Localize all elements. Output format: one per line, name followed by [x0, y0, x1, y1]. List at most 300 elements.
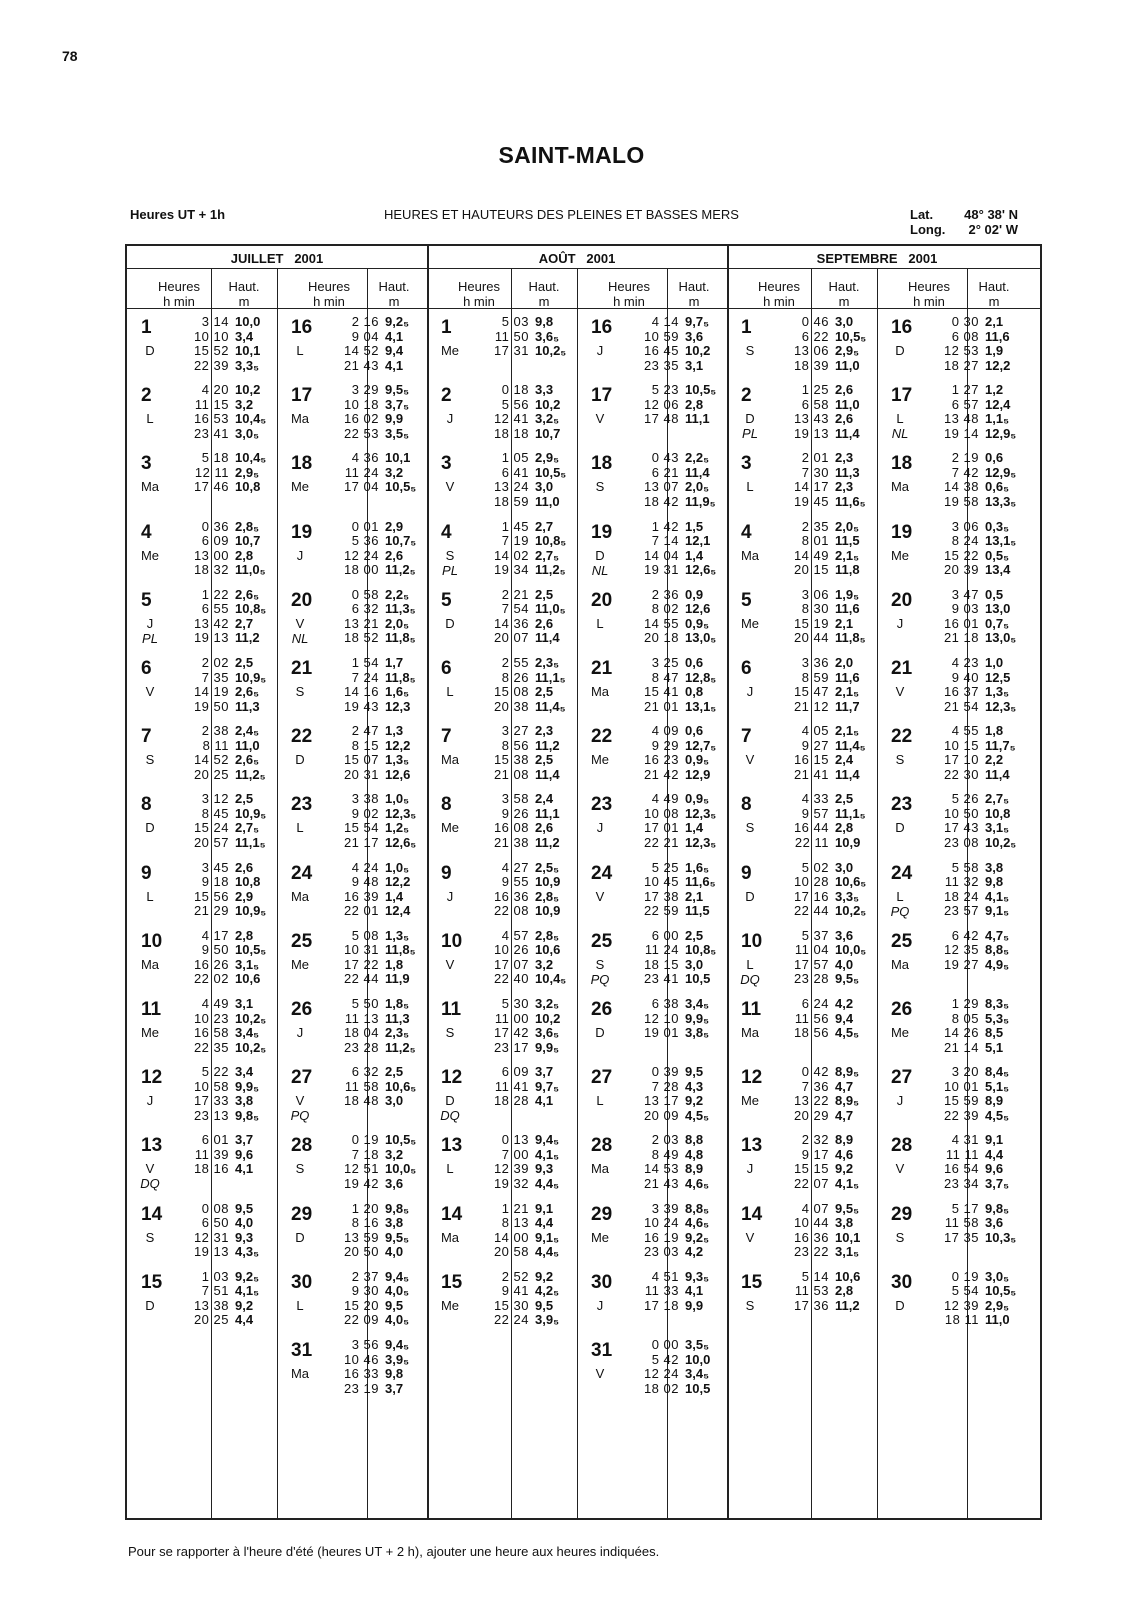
tide-time: 13 42 — [193, 615, 229, 631]
day-entry — [577, 315, 727, 385]
tide-time: 4 49 — [651, 791, 679, 807]
tide-height: 1,9₅ — [835, 586, 860, 602]
tide-time: 1 27 — [951, 382, 979, 398]
tide-height: 11,5 — [685, 903, 710, 919]
tide-time: 0 13 — [501, 1132, 529, 1148]
tide-time: 10 24 — [643, 1215, 679, 1231]
tide-time: 9 03 — [951, 601, 979, 617]
tide-times — [917, 383, 979, 441]
day-number: 12 — [441, 1067, 463, 1089]
tide-height: 11,4₅ — [535, 698, 566, 714]
day-entry — [427, 588, 577, 658]
day-number: 23 — [891, 794, 913, 816]
day-entry — [577, 1270, 727, 1340]
day-number: 24 — [891, 862, 913, 884]
day-number: 18 — [291, 453, 313, 475]
tide-heights — [535, 656, 575, 714]
tide-times — [767, 383, 829, 441]
tide-height: 2,5 — [535, 586, 554, 602]
day-number: 17 — [291, 385, 313, 407]
tide-times — [167, 656, 229, 714]
day-number: 11 — [141, 999, 162, 1020]
tide-time: 3 45 — [201, 859, 229, 875]
day-number: 21 — [291, 658, 313, 679]
tide-height: 11,1 — [535, 805, 560, 821]
tide-height: 9,8 — [985, 874, 1004, 890]
day-number: 17 — [591, 385, 613, 407]
tide-height: 8,8₅ — [985, 942, 1010, 958]
tide-heights — [835, 315, 875, 373]
tide-time — [917, 1245, 979, 1260]
tide-time: 5 54 — [951, 1283, 979, 1299]
day-number: 5 — [741, 589, 752, 611]
day-number: 16 — [891, 317, 913, 338]
weekday: Ma — [140, 956, 160, 972]
tide-heights — [985, 1065, 1025, 1123]
tide-time: 4 14 — [651, 314, 679, 329]
tide-time: 13 22 — [793, 1093, 829, 1109]
tide-height — [535, 1109, 575, 1124]
tide-time: 5 08 — [351, 927, 379, 943]
tide-time: 22 02 — [193, 971, 229, 987]
tide-time: 21 14 — [943, 1039, 979, 1055]
day-entry — [877, 792, 1027, 862]
tide-height: 11,0 — [985, 1312, 1010, 1328]
tide-height: 4,1 — [235, 1161, 254, 1177]
tide-height: 11,4 — [985, 766, 1010, 782]
tide-time: 8 45 — [201, 805, 229, 821]
tide-time: 11 58 — [344, 1078, 379, 1094]
tide-time: 16 36 — [493, 888, 529, 904]
tide-height: 3,0₅ — [985, 1268, 1010, 1284]
tide-times — [317, 1270, 379, 1328]
day-entry — [577, 520, 727, 590]
tide-height: 2,6 — [835, 411, 854, 427]
weekday: L — [296, 343, 304, 358]
tide-height: 10,6 — [535, 942, 561, 958]
tide-height: 10,7 — [535, 425, 561, 441]
tide-height: 12,6 — [385, 766, 411, 782]
day-number: 1 — [741, 317, 752, 338]
tide-time: 4 31 — [951, 1132, 979, 1148]
day-entry — [727, 1202, 877, 1272]
day-entry — [277, 315, 427, 385]
day-entry — [877, 315, 1027, 385]
day-number: 17 — [891, 385, 913, 407]
tide-time: 21 43 — [343, 357, 379, 373]
day-entry — [577, 451, 727, 521]
tide-height: 4,0₅ — [385, 1312, 410, 1328]
tide-time: 11 00 — [494, 1010, 529, 1026]
day-entry — [877, 1133, 1027, 1203]
weekday: J — [596, 343, 604, 358]
hmin-label: h min — [163, 294, 195, 309]
tide-height: 11,2₅ — [385, 562, 416, 578]
day-number: 21 — [591, 658, 613, 679]
day-entry — [427, 1133, 577, 1203]
tide-height: 11,6 — [835, 669, 860, 685]
tide-height: 4,1₅ — [985, 888, 1010, 904]
tide-height: 2,6₅ — [235, 586, 260, 602]
tide-height: 11,8 — [835, 562, 860, 578]
tide-time: 4 49 — [201, 996, 229, 1011]
tide-height: 3,1₅ — [235, 956, 260, 972]
tide-time: 5 36 — [351, 533, 379, 549]
tide-height: 9,8₅ — [985, 1200, 1010, 1216]
tide-time: 2 47 — [351, 723, 379, 739]
tide-height: 1,3₅ — [985, 684, 1010, 699]
tide-times — [317, 383, 379, 441]
tide-time: 8 47 — [651, 669, 679, 685]
month-year: 2001 — [294, 251, 324, 266]
day-number: 19 — [891, 521, 913, 543]
weekday: V — [595, 411, 605, 427]
tide-heights — [535, 1065, 575, 1123]
weekday: V — [295, 1093, 305, 1109]
tide-height: 0,6 — [985, 450, 1004, 466]
day-number: 29 — [891, 1203, 913, 1225]
tide-time: 3 20 — [951, 1064, 979, 1080]
tide-time: 16 37 — [943, 684, 979, 699]
weekday: V — [595, 1366, 605, 1381]
tide-height: 1,0₅ — [385, 791, 410, 807]
weekday: Ma — [890, 479, 910, 495]
tide-time: 23 03 — [643, 1244, 679, 1260]
tide-height: 11,0 — [535, 493, 560, 509]
day-entry — [877, 656, 1027, 726]
tide-time: 23 13 — [193, 1107, 229, 1123]
day-number: 10 — [441, 930, 463, 952]
tide-time: 11 56 — [794, 1010, 829, 1026]
tide-time: 15 41 — [643, 684, 679, 699]
tide-time: 23 41 — [643, 971, 679, 987]
tide-time: 6 32 — [351, 601, 379, 617]
tide-height: 10,2 — [235, 382, 261, 398]
hours-column-header — [147, 279, 211, 309]
tide-height: 11,2 — [835, 1297, 860, 1313]
tide-height — [385, 495, 425, 510]
tide-heights — [235, 929, 275, 987]
tide-height: 10,2 — [535, 396, 561, 412]
day-entry — [277, 1202, 427, 1272]
tide-heights — [535, 724, 575, 782]
tide-times — [467, 792, 529, 850]
day-entry — [877, 1270, 1027, 1340]
day-number: 7 — [141, 726, 152, 748]
day-number: 13 — [741, 1135, 763, 1157]
day-entry — [877, 997, 1027, 1067]
tide-time: 12 39 — [493, 1161, 529, 1177]
weekday: L — [446, 1161, 454, 1177]
tide-time: 13 38 — [193, 1297, 229, 1313]
tide-time: 11 04 — [794, 942, 829, 958]
tide-height: 12,8₅ — [685, 669, 717, 685]
tide-time: 2 37 — [351, 1268, 379, 1284]
tide-time: 9 30 — [351, 1283, 379, 1299]
tide-height: 10,2₅ — [235, 1010, 267, 1026]
weekday: Ma — [290, 888, 310, 904]
tide-height: 9,9₅ — [535, 1039, 560, 1055]
tide-height: 3,0 — [835, 314, 854, 329]
tide-heights — [985, 861, 1025, 919]
tide-height: 2,8 — [235, 547, 254, 563]
tide-times — [317, 656, 379, 714]
day-entry — [427, 383, 577, 453]
tide-time: 7 28 — [651, 1078, 679, 1094]
tide-height: 1,7 — [385, 655, 404, 670]
tide-height: 9,5₅ — [385, 382, 410, 398]
tide-height: 10,8₅ — [535, 533, 567, 549]
tide-time: 11 11 — [945, 1146, 979, 1162]
tide-time: 2 02 — [201, 655, 229, 670]
tide-time — [767, 1313, 829, 1328]
tide-times — [917, 724, 979, 782]
tide-time: 19 13 — [193, 630, 229, 646]
tide-height: 9,4₅ — [385, 1268, 410, 1284]
day-number: 15 — [141, 1271, 163, 1293]
tide-height: 2,4 — [835, 752, 854, 768]
tide-height: 4,0₅ — [385, 1283, 410, 1299]
moon-phase: DQ — [740, 971, 760, 987]
tide-heights — [235, 451, 275, 509]
weekday: S — [145, 752, 155, 768]
tide-time: 8 01 — [801, 533, 829, 549]
tide-time: 6 22 — [801, 328, 829, 344]
tide-heights — [835, 724, 875, 782]
tide-time: 5 25 — [651, 859, 679, 875]
tide-height: 3,6 — [835, 927, 854, 943]
tide-times — [167, 315, 229, 373]
tide-times — [467, 315, 529, 373]
tide-time: 11 24 — [344, 464, 379, 480]
day-entry — [877, 724, 1027, 794]
tide-time — [317, 495, 379, 510]
weekday: V — [595, 888, 605, 904]
height-label: Haut. — [828, 279, 860, 294]
tide-time: 12 10 — [643, 1010, 679, 1026]
tide-heights — [685, 997, 725, 1055]
weekday: J — [746, 684, 754, 699]
weekday: Ma — [290, 1366, 310, 1381]
tide-height: 11,3 — [835, 464, 860, 480]
tide-time: 9 50 — [201, 942, 229, 958]
day-entry — [727, 656, 877, 726]
tide-time: 17 18 — [643, 1297, 679, 1313]
tide-time: 4 51 — [651, 1268, 679, 1284]
tide-time: 15 22 — [943, 547, 979, 563]
tide-height: 4,3₅ — [235, 1244, 260, 1260]
tide-time: 17 04 — [343, 479, 379, 495]
tide-time: 17 35 — [943, 1229, 979, 1245]
tide-time: 23 28 — [793, 971, 829, 987]
hours-label: Heures — [908, 279, 950, 294]
tide-time: 21 41 — [793, 766, 829, 782]
tide-time: 18 18 — [493, 425, 529, 441]
tide-times — [467, 656, 529, 714]
tide-height: 4,6₅ — [685, 1215, 710, 1231]
tide-heights — [385, 792, 425, 850]
day-entry — [727, 997, 877, 1067]
tide-time: 23 57 — [943, 903, 979, 919]
day-entry — [427, 724, 577, 794]
tide-time — [617, 1313, 679, 1328]
tide-times — [617, 520, 679, 578]
tide-time: 14 53 — [643, 1161, 679, 1177]
tide-times — [617, 997, 679, 1055]
day-number: 22 — [591, 726, 613, 748]
day-entry — [127, 1270, 277, 1340]
tide-times — [467, 520, 529, 578]
tide-height: 1,8₅ — [385, 996, 410, 1011]
tide-height: 11,0₅ — [535, 601, 566, 617]
tide-height: 8,9₅ — [835, 1064, 860, 1080]
tide-height: 9,9 — [685, 1297, 704, 1313]
tide-time: 11 50 — [494, 328, 529, 344]
tide-height: 10,4₅ — [235, 411, 267, 427]
tide-height: 13,4 — [985, 562, 1011, 578]
tide-time: 9 04 — [351, 328, 379, 344]
tide-times — [617, 315, 679, 373]
tide-height: 9,1 — [985, 1132, 1004, 1148]
tide-heights — [385, 1270, 425, 1328]
tide-time: 13 24 — [493, 479, 529, 495]
tide-heights — [835, 792, 875, 850]
tide-height: 8,8₅ — [685, 1200, 710, 1216]
tide-time: 19 50 — [193, 698, 229, 714]
tide-time: 6 38 — [651, 996, 679, 1011]
page-number: 78 — [62, 48, 78, 64]
day-entry — [127, 588, 277, 658]
tide-height: 3,0 — [385, 1093, 404, 1109]
day-number: 8 — [741, 794, 752, 816]
tide-time: 8 49 — [651, 1146, 679, 1162]
tide-times — [767, 1065, 829, 1123]
tide-time: 21 08 — [493, 766, 529, 782]
tide-height: 4,9₅ — [985, 956, 1010, 972]
tide-height — [235, 495, 275, 510]
tide-height: 2,4 — [535, 791, 554, 807]
tide-heights — [385, 315, 425, 373]
tide-times — [617, 792, 679, 850]
tide-times — [767, 588, 829, 646]
tide-time: 19 32 — [493, 1175, 529, 1191]
tide-time: 19 58 — [943, 493, 979, 509]
hours-column-header — [747, 279, 811, 309]
height-column-header — [661, 279, 727, 309]
tide-height: 3,1 — [235, 996, 254, 1011]
tide-height: 4,4 — [235, 1312, 254, 1328]
day-number: 26 — [591, 999, 613, 1020]
tide-times — [917, 1065, 979, 1123]
day-entry — [277, 861, 427, 931]
tide-height: 3,6₅ — [535, 1025, 560, 1040]
tide-height: 3,1₅ — [835, 1244, 860, 1260]
tide-time: 20 50 — [343, 1244, 379, 1260]
tide-height — [985, 1245, 1025, 1260]
tide-time: 18 59 — [493, 493, 529, 509]
tide-time: 3 56 — [351, 1337, 379, 1352]
weekday: S — [595, 479, 605, 495]
tide-time: 7 30 — [801, 464, 829, 480]
tide-height: 2,4₅ — [235, 723, 260, 739]
tide-height: 11,2₅ — [235, 766, 266, 782]
tide-height: 8,8 — [685, 1132, 704, 1148]
tide-time: 2 52 — [501, 1268, 529, 1284]
tide-height: 9,4₅ — [385, 1337, 410, 1352]
tide-height: 2,6 — [835, 382, 854, 398]
tide-height: 10,8 — [235, 874, 261, 890]
tide-heights — [835, 1133, 875, 1191]
day-entry — [277, 1338, 427, 1408]
day-entry — [127, 929, 277, 999]
weekday: J — [446, 888, 454, 904]
tide-time: 14 52 — [343, 343, 379, 358]
tide-time: 15 30 — [493, 1297, 529, 1313]
tide-times — [917, 1202, 979, 1260]
tide-height: 2,7₅ — [535, 547, 560, 563]
tide-height: 8,9₅ — [835, 1093, 860, 1109]
tide-time: 15 59 — [943, 1093, 979, 1109]
tide-height: 4,6 — [835, 1146, 854, 1162]
day-entry — [277, 383, 427, 453]
day-number: 30 — [891, 1271, 913, 1293]
tide-height: 9,5 — [385, 1297, 404, 1313]
weekday: Ma — [890, 956, 910, 972]
tide-time: 1 03 — [201, 1268, 229, 1284]
weekday: J — [296, 1025, 304, 1040]
tide-time: 22 39 — [193, 357, 229, 373]
day-entry — [577, 792, 727, 862]
tide-height: 2,1 — [985, 314, 1004, 329]
tide-height: 3,5₅ — [685, 1337, 710, 1352]
tide-height: 9,5 — [685, 1064, 704, 1080]
tide-height: 10,9₅ — [235, 903, 267, 919]
day-entry — [727, 1270, 877, 1340]
height-label: Haut. — [378, 279, 410, 294]
tide-heights — [685, 1338, 725, 1396]
tide-height — [685, 1041, 725, 1056]
tide-height: 9,6 — [985, 1161, 1004, 1177]
day-number: 31 — [591, 1340, 613, 1361]
tide-height: 3,4 — [235, 1064, 254, 1080]
tide-height: 4,0 — [235, 1215, 254, 1231]
tide-height: 0,5₅ — [985, 547, 1010, 563]
tide-height: 12,3₅ — [685, 834, 717, 850]
tide-height: 10,5₅ — [235, 942, 267, 958]
tide-time: 4 36 — [351, 450, 379, 466]
day-entry — [577, 1202, 727, 1272]
tide-height: 9,1₅ — [535, 1229, 560, 1245]
weekday: L — [146, 888, 154, 904]
day-number: 23 — [291, 794, 313, 816]
tide-time: 16 36 — [793, 1229, 829, 1245]
day-entry — [427, 861, 577, 931]
tide-height: 9,2₅ — [235, 1268, 260, 1284]
tide-heights — [235, 1270, 275, 1328]
tide-time: 21 12 — [793, 698, 829, 714]
tide-time: 17 36 — [793, 1297, 829, 1313]
day-number: 10 — [141, 930, 163, 952]
tide-time: 12 24 — [343, 547, 379, 563]
tide-time: 12 39 — [943, 1297, 979, 1313]
tide-height: 10,1 — [835, 1229, 861, 1245]
timezone-label: Heures UT + 1h — [130, 207, 226, 222]
hours-label: Heures — [458, 279, 500, 294]
tide-height: 11,4 — [535, 766, 560, 782]
day-number: 14 — [441, 1203, 463, 1225]
day-entry — [577, 1065, 727, 1135]
weekday: V — [295, 615, 305, 631]
